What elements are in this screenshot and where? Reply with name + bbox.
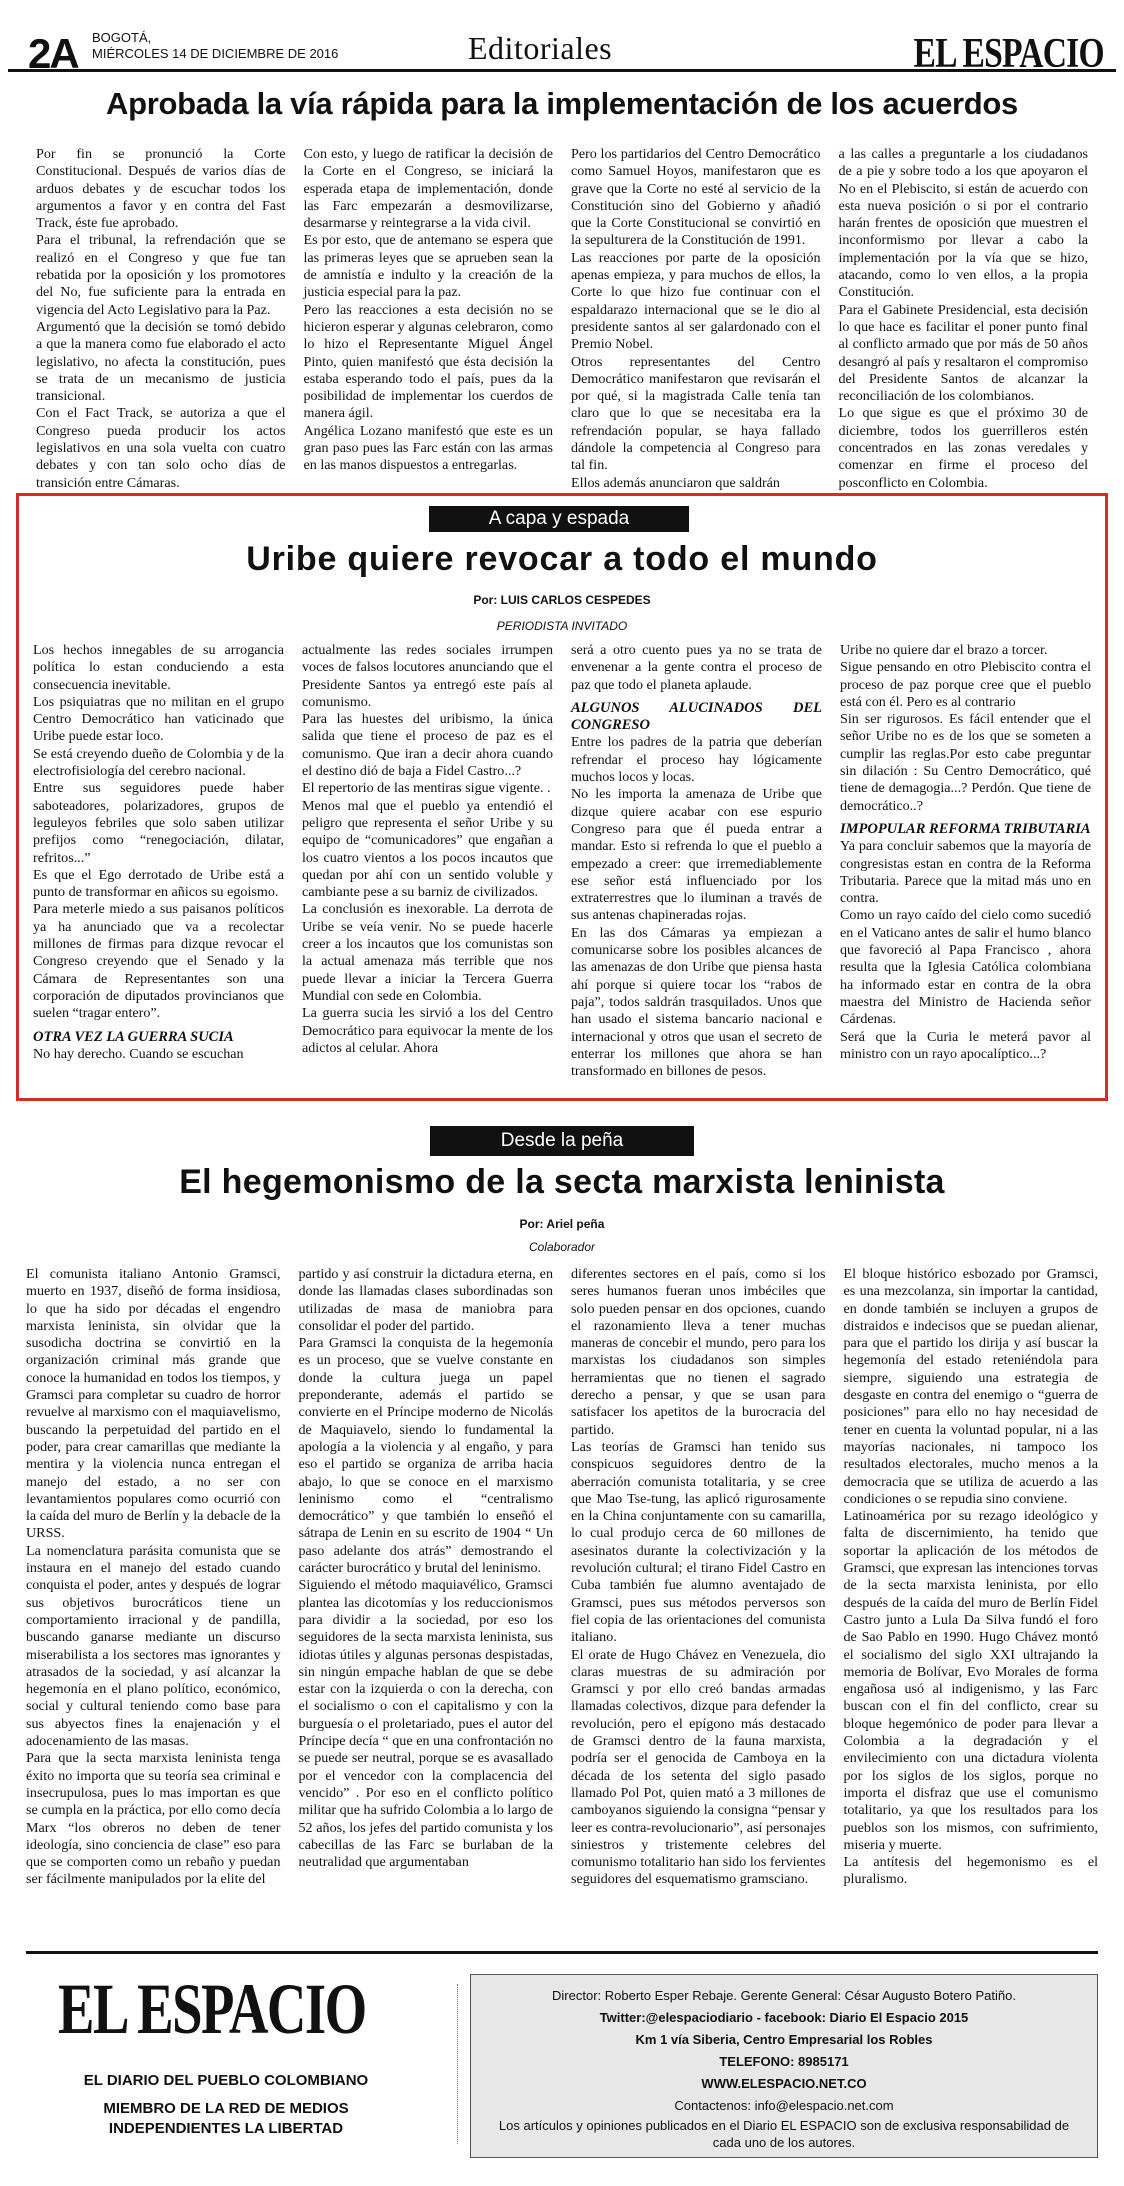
footer-web: WWW.ELESPACIO.NET.CO [701,2076,867,2091]
column-kicker: A capa y espada [429,506,689,532]
footer-member-2: INDEPENDIENTES LA LIBERTAD [108,2120,344,2137]
column-author-role: PERIODISTA INVITADO [496,619,628,633]
paragraph: La conclusión es inexorable. La derrota de Uribe se veía venir. No se puede hacerle creer a los incautos que los comunistas son la actual amenaza más terrible que nos puede llevar a iniciar la Tercera Guerra Mundial con sede en Colombia. [302,901,553,1004]
paragraph: Ellos además anunciaron que saldrán [571,474,780,491]
paragraph: Los psiquiatras que no militan en el grupo Centro Democrático han vaticinado que Uribe puede estar loco. [33,693,284,745]
paragraph: Sigue pensando en otro Plebiscito contra el proceso de paz porque cree que el pueblo está con él. Pero es al contrario [840,659,1091,710]
paragraph: Entre sus seguidores puede haber saboteadores, polarizadores, grupos de leguleyos febriles que solo saben utilizar prefijos como “renegociación, dilatar, refritos...” [33,780,284,866]
footer-box [26,1951,1098,2160]
text-column [299,1266,554,1938]
column-title: Uribe quiere revocar a todo el mundo [246,540,878,578]
paragraph: Latinoamérica por su rezago ideológico y falta de discernimiento, ha tenido que soportar la aplicación de los métodos de Gramsci, que expresan las intenciones torvas de la secta marxista leninista, por ello después de la caída del muro de Berlín Fidel Castro junto a Lula Da Silva fundó el foro de Sao Pablo en 1990. Hugo Chávez montó el socialismo del siglo XXI ultrajando la memoria de Bolívar, Evo Morales de forma engañosa usó al indigenismo, y las Farc buscan con el fin del conflicto, crear su bloque hegemónico de poder para llevar a Colombia a la degradación y el envilecimiento con una dictadura violenta por los siglos de los siglos, porque no importa el disfraz que use el comunismo totalitario, ya que los resultados para los pueblos son los mismos, con sufrimiento, miseria y muerte. [843,1508,1098,1853]
paragraph: Pero las reacciones a esta decisión no se hicieron esperar y algunas celebraron, como lo hizo el Representante Miguel Ángel Pinto, quien manifestó que ésta decisión la estaba esperando todo el país, pues da la posibilidad de implementar los cuerdos de manera ágil. [303,301,553,422]
text-column [304,146,554,492]
paragraph: Menos mal que el pueblo ya entendió el peligro que representa el señor Uribe y su equipo de “comunicadores” que engañan a los cuatro vientos a los pocos incautos que quedan por ahí con un sentido voluble y cambiante pese a su barniz de civilizados. [302,797,553,901]
paragraph: Argumentó que la decisión se tomó debido a que la manera como fue elaborado el acto legislativo, no afecta la constitución, pues se trata de un mecanismo de justicia transicional. [36,318,286,405]
paragraph: El bloque histórico esbozado por Gramsci, es una mezcolanza, sin importar la cantidad, en donde también se incluyen a grupos de distraidos e indecisos que se puedan alienar, para que el partido los dirija y así buscar la hegemonía del estado reteniéndola para siempre, siguiendo una estrategia de desgaste en contra del enemigo o “guerra de posiciones” para ello no hay necesidad de tener en cuenta la voluntad popular, ni a las mayorías nacionales, ni tampoco los resultados electorales, mucho menos a la democracia que se utiliza de acuerdo a las condiciones o se repudia sino conviene. [843,1266,1098,1507]
date: MIÉRCOLES 14 DE DICIEMBRE DE 2016 [92,46,339,61]
text-column [844,1266,1099,1938]
text-column [302,642,553,1094]
paragraph: diferentes sectores en el país, como si los seres humanos fueran unos imbéciles que solo pueden pensar en dos opciones, cuando el razonamiento lleva a tener muchas maneras de concebir el mundo, pero para los marxistas los ciudadanos son simples herramientas que no tienen el sagrado derecho a pensar, y que se usan para satisfacer los apetitos de la burocracia del partido. [571,1266,826,1438]
text-column [36,146,286,492]
footer-tagline: EL DIARIO DEL PUEBLO COLOMBIANO [83,2072,369,2089]
paragraph: Las reacciones por parte de la oposición apenas empieza, y para muchos de ellos, la Corte lo que hizo fue continuar con el espaldarazo internacional que se le dio al presidente santos al ser galardonado con el Premio Nobel. [571,249,821,353]
masthead: EL ESPACIO [913,31,1104,77]
paragraph: Los hechos innegables de su arrogancia política lo estan conduciendo a esta consecuencia inevitable. [33,642,284,693]
paragraph: Para meterle miedo a sus paisanos políticos ya ha anunciado que va a recolectar millones de firmas para dizque revocar el Congreso creyendo que el Senado y la Cámara de Representantes son una corporación de diputados provincianos que suelen “tragar entero”. [33,901,284,1022]
paragraph: Entre los padres de la patria que deberían refrendar el proceso hay lógicamente muchos locos y locas. [571,734,822,786]
column-title-2: El hegemonismo de la secta marxista leninista [179,1163,945,1201]
footer-disclaimer: Los artículos y opiniones publicados en el Diario EL ESPACIO son de exclusiva responsabilidad de cada uno de los autores. [498,2118,1070,2150]
column-byline-2: Por: Ariel peña [519,1217,605,1231]
paragraph: La antítesis del hegemonismo es el pluralismo. [843,1854,1098,1888]
paragraph: Para que la secta marxista leninista tenga éxito no importa que su teoría sea criminal e insecrupulosa, pues lo mas importan es que se cumpla en la práctica, por ello como decía Marx “los obreros no deben de tener ideología, sino conciencia de clase” eso para que se comporten como un rebaño y puedan ser fácilmente manipulados por la elite del [26,1750,281,1888]
paragraph: Sin ser rigurosos. Es fácil entender que el señor Uribe no es de los que se someten a cumplir las reglas.Por esto cabe preguntar sin dilación : Su Centro Democrático, qué tiene de demagogia...? Perdón. Que tiene de democrático..? [840,711,1091,814]
paragraph: El comunista italiano Antonio Gramsci, muerto en 1937, diseñó de forma insidiosa, lo que ha sido por décadas el engendro marxista leninista, sin olvidar que la susodicha doctrina se convirtió en la organización criminal más grande que conoce la humanidad en todos los tiempos, y Gramsci para completar su cuadro de horror revuelve al marxismo con el maquiavelismo, buscando la perpetuidad del partido en el poder, para crear camarillas que mediante la mentira y la violencia nunca entregan el manejo del estado, a no ser con levantamientos populares como ocurrió con la caída del muro de Berlín y la debacle de la URSS. [26,1266,281,1542]
paragraph: El repertorio de las mentiras sigue vigente. . [302,780,551,797]
paragraph: a las calles a preguntarle a los ciudadanos de a pie y sobre todo a los que apoyaron el No en el Plebiscito, si están de acuerdo con esta nueva posición o si por el contrario harán frentes de oposición que muestren el inconformismo por llevar a cabo la implementación por la vía que se hizo, atacando, como lo ven ellos, a la propia Constitución. [838,146,1088,301]
paragraph: Es por esto, que de antemano se espera que las primeras leyes que se aprueben sean la de amnistía e indulto y la creación de la justicia especial para la paz. [303,232,553,301]
paragraph: Pero los partidarios del Centro Democrático como Samuel Hoyos, manifestaron que es grave que la Corte no esté al servicio de la Constitución sino del Gobierno y añadió que la Corte Constitucional se convirtió en la sepulturera de la Constitución de 1991. [571,146,821,249]
page-number: 2A [28,30,78,77]
paragraph: La guerra sucia les sirvió a los del Centro Democrático para equivocar la mente de los adictos al celular. Ahora [302,1005,553,1056]
paragraph: Lo que sigue es que el próximo 30 de diciembre, todos los guerrilleros estén concentrados en las zonas veredales y comenzar en firme el proceso del posconflicto en Colombia. [838,405,1088,491]
text-column [840,642,1091,1094]
paragraph: Para el tribunal, la refrendación que se realizó en el Congreso y que fue tan rebatida por la oposición y los promotores del No, fue suficiente para la entrada en vigencia del Acto Legislativo para la Paz. [36,232,286,318]
text-column [33,642,284,1094]
paragraph: Otros representantes del Centro Democrático manifestaron que revisarán el por qué, si la magistrada Calle tenía tan claro que lo que se necesitaba era la refrendación popular, se haya fallado dándole la competencia al Congreso para tal fin. [571,353,821,474]
column-kicker-2: Desde la peña [430,1126,694,1156]
text-column [571,1266,826,1938]
footer-credits [470,1974,1098,2158]
paragraph: Siguiendo el método maquiavélico, Gramsci plantea las dicotomías y los reduccionismos para dividir a la sociedad, por eso los seguidores de la secta marxista leninista, sus idiotas útiles y algunas personas despistadas, sin ningún empache hablan de que se debe estar con la izquierda o con la derecha, con el socialismo o con el capitalismo y con la burguesía o el proletariado, pues el autor del Príncipe decía “ que en una confrontación no se puede ser neutral, porque se es avasallado por el vencedor con la complacencia del vencido” . Por eso en el conflicto político militar que ha sufrido Colombia a lo largo de 52 años, los jefes del partido comunista y los cabecillas de las Farc se burlaban de la neutralidad que argumentaban [298,1577,553,1871]
footer-address: Km 1 vía Siberia, Centro Empresarial los Robles [635,2032,933,2047]
paragraph: actualmente las redes sociales irrumpen voces de falsos locutores anunciando que el Presidente Santos ya entregó este país al comunismo. [302,642,553,710]
paragraph: Para Gramsci la conquista de la hegemonía es un proceso, que se vuelve constante en donde la cultura juega un papel preponderante, además el partido se convierte en el Príncipe moderno de Nicolás de Maquiavelo, siendo lo fundamental la apología a la violencia y al engaño, y para eso el partido se organiza de arriba hacia abajo, lo que se conoce en el marxismo leninismo como el “centralismo democrático” y que también lo enseñó el sátrapa de Lenin en su escrito de 1904 “ Un paso adelante dos atrás” demostrando el carácter burocrático y brutal del leninismo. [298,1335,553,1577]
column-box-uribe [16,493,1108,1101]
city: BOGOTÁ, [92,30,152,45]
footer-phone: TELEFONO: 8985171 [719,2054,849,2069]
subheading: ALGUNOS ALUCINADOS DEL CONGRESO [571,699,822,734]
text-column [571,146,821,492]
section-title: Editoriales [468,30,613,66]
paragraph: Se está creyendo dueño de Colombia y de la electrofisiología del cerebro nacional. [33,745,284,780]
paragraph: No hay derecho. Cuando se escuchan [33,1045,244,1062]
editorial-body [36,146,1088,491]
paragraph: Será que la Curia le meterá pavor al ministro con un rayo apocalíptico...? [840,1028,1091,1062]
footer-masthead: EL ESPACIO [58,1969,366,2049]
footer-director: Director: Roberto Esper Rebaje. Gerente General: César Augusto Botero Patiño. [552,1988,1016,2003]
paragraph: Angélica Lozano manifestó que este es un gran paso pues las Farc están con las armas en las manos dispuestos a entregarlas. [303,422,553,474]
editorial-title: Aprobada la vía rápida para la implementación de los acuerdos [105,86,1018,121]
paragraph: No les importa la amenaza de Uribe que dizque quiere acabar con ese espurio Congreso para que él pueda entrar a mandar. Esto si refrenda lo que el pueblo a empezado a creer: que irremediablemente ese señor está influenciado por los extraterrestres que lo iluminan a través de sus antenas chapineradas rojas. [571,786,822,924]
column-body [33,642,1091,1094]
subheading: IMPOPULAR REFORMA TRIBUTARIA [840,820,1091,837]
paragraph: Con el Fact Track, se autoriza a que el Congreso pueda producir los actos legislativos en una sola vuelta con cuatro debates y con tan solo ocho días de transición entre Cámaras. [36,405,286,491]
paragraph: Con esto, y luego de ratificar la decisión de la Corte en el Congreso, se iniciará la esperada etapa de implementación, donde las Farc empezarán a desmovilizarse, desarmarse y reintegrarse a la vida civil. [303,146,553,232]
subheading: OTRA VEZ LA GUERRA SUCIA [33,1028,234,1045]
paragraph: Las teorías de Gramsci han tenido sus conspicuos seguidores dentro de la aberración comunista totalitaria, y se cree que Mao Tse-tung, las aplicó rigurosamente en la China conjuntamente con su camarilla, lo cual produjo cerca de 60 millones de asesinatos durante la colectivización y la revolución cultural; el tirano Fidel Castro en Cuba también fue alumno aventajado de Gramsci, pues sus métodos perversos son fiel copia de las orientaciones del comunista italiano. [571,1438,826,1646]
paragraph: será a otro cuento pues ya no se trata de envenenar a la gente contra el proceso de paz que todo el planeta aplaude. [571,642,822,693]
header-rule [8,20,1116,72]
paragraph: Para el Gabinete Presidencial, esta decisión lo que hace es facilitar el poner punto final al conflicto armado que por más de 50 años desangró al país y resaltaron el compromiso del Presidente Santos de alcanzar la reconciliación de los colombianos. [838,301,1088,405]
paragraph: Es que el Ego derrotado de Uribe está a punto de transformar en añicos su egoismo. [33,866,284,901]
column-body-2 [26,1266,1098,1938]
paragraph: Ya para concluir sabemos que la mayoría de congresistas estan en contra de la Reforma Tributaria. Parece que la mitad más uno en contra. [840,838,1091,907]
text-column [26,1266,281,1938]
footer-social: Twitter:@elespaciodiario - facebook: Diario El Espacio 2015 [599,2010,969,2025]
paragraph: En las dos Cámaras ya empiezan a comunicarse sobre los posibles alcances de las amenazas de don Uribe que piensa hasta ahí porque si quiere tocar los “rabos de paja”, todos saldrán trasquilados. Unos que han usado el sistema bancario nacional e internacional y otros que usan el secreto de enterrar los millones que ahora se han transformado en billones de pesos. [571,924,822,1080]
footer-contact: Contactenos: info@elespacio.net.com [674,2098,894,2113]
paragraph: Como un rayo caído del cielo como sucedió en el Vaticano antes de salir el humo blanco que favoreció al Papa Francisco , ahora resulta que la Iglesia Católica colombiana ha informado estar en contra de la obra maestra del Ministro de Hacienda señor Cárdenas. [840,907,1091,1028]
paragraph: El orate de Hugo Chávez en Venezuela, dio claras muestras de su admiración por Gramsci y por ello creó bandas armadas llamadas colectivos, dizque para defender la revolución, pero el epígono más destacado de Gramsci dentro de la fauna marxista, podría ser el genocida de Camboya en la década de los setenta del siglo pasado llamado Pol Pot, quien mató a 3 millones de camboyanos siguiendo la consigna “pensar y leer es contra-revolucionario”, así personajes siniestros y tristemente celebres del comunismo totalitario han sido los fervientes seguidores del esquematismo gramsciano. [571,1646,826,1888]
paragraph: partido y así construir la dictadura eterna, en donde las llamadas clases subordinadas son utilizadas de masa de maniobra para consolidar el poder del partido. [298,1266,553,1334]
text-column [839,146,1089,492]
footer-member: MIEMBRO DE LA RED DE MEDIOS [103,2100,349,2117]
footer-divider [457,1984,458,2144]
paragraph: Por fin se pronunció la Corte Constitucional. Después de varios días de arduos debates y de escuchar todos los argumentos a favor y en contra del Fast Track, éste fue aprobado. [36,146,286,232]
paragraph: La nomenclatura parásita comunista que se instaura en el manejo del estado cuando conquista el poder, antes y después de lograr sus objetivos burocráticos tiene un comportamiento irracional y de pandilla, buscando ganarse mediante un discurso miserabilista a los sectores mas ignorantes y atrasados de la sociedad, y así alcanzar la hegemonía en el plano político, económico, social y cultural teniendo como base para sus abyectos fines la enajenación y el adocenamiento de las masas. [26,1542,281,1750]
text-column [571,642,822,1094]
column-byline: Por: LUIS CARLOS CESPEDES [473,593,651,607]
column-author-role-2: Colaborador [528,1240,596,1254]
paragraph: Para las huestes del uribismo, la única salida que tiene el proceso de paz es el comunismo. Que iran a decir ahora cuando el destino dió de baja a Fidel Castro...? [302,711,553,780]
paragraph: Uribe no quiere dar el brazo a torcer. [840,642,1048,658]
